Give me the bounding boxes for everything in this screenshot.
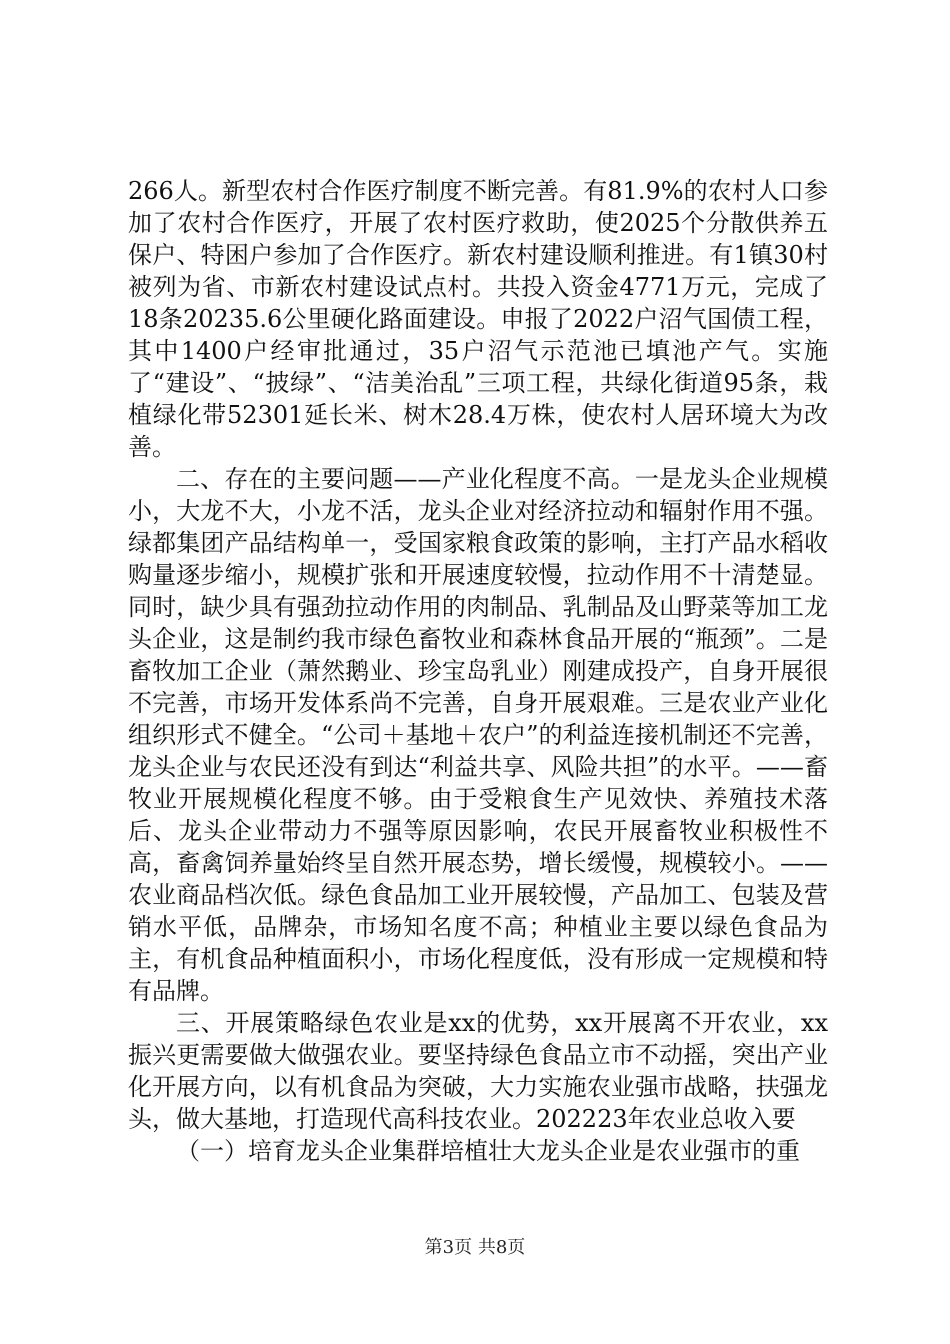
- page-number-footer: 第3页 共8页: [424, 1237, 526, 1258]
- document-body: [128, 175, 828, 1167]
- paragraph-2: 二、存在的主要问题——产业化程度不高。一是龙头企业规模小，大龙不大，小龙不活，龙头企业对经济拉动和辐射作用不强。绿都集团产品结构单一，受国家粮食政策的影响，主打产品水稻收购量逐步缩小，规模扩张和开展速度较慢，拉动作用不十清楚显。同时，缺少具有强劲拉动作用的肉制品、乳制品及山野菜等加工龙头企业，这是制约我市绿色畜牧业和森林食品开展的“瓶颈”。二是畜牧加工企业（萧然鹅业、珍宝岛乳业）刚建成投产，自身开展很不完善，市场开发体系尚不完善，自身开展艰难。三是农业产业化组织形式不健全。“公司＋基地＋农户”的利益连接机制还不完善，龙头企业与农民还没有到达“利益共享、风险共担”的水平。——畜牧业开展规模化程度不够。由于受粮食生产见效快、养殖技术落后、龙头企业带动力不强等原因影响，农民开展畜牧业积极性不高，畜禽饲养量始终呈自然开展态势，增长缓慢，规模较小。——农业商品档次低。绿色食品加工业开展较慢，产品加工、包装及营销水平低，品牌杂，市场知名度不高；种植业主要以绿色食品为主，有机食品种植面积小，市场化程度低，没有形成一定规模和特有品牌。: [128, 465, 828, 1005]
- paragraph-3: 三、开展策略绿色农业是xx的优势，xx开展离不开农业，xx振兴更需要做大做强农业。要坚持绿色食品立市不动摇，突出产业化开展方向，以有机食品为突破，大力实施农业强市战略，扶强龙头，做大基地，打造现代高科技农业。202223年农业总收入要: [128, 1009, 828, 1133]
- paragraph-4: （一）培育龙头企业集群培植壮大龙头企业是农业强市的重: [176, 1137, 800, 1165]
- paragraph-1: 266人。新型农村合作医疗制度不断完善。有81.9%的农村人口参加了农村合作医疗，开展了农村医疗救助，使2025个分散供养五保户、特困户参加了合作医疗。新农村建设顺利推进。有1镇30村被列为省、市新农村建设试点村。共投入资金4771万元，完成了18条20235.6公里硬化路面建设。申报了2022户沼气国债工程，其中1400户经审批通过，35户沼气示范池已填池产气。实施了“建设”、“披绿”、“洁美治乱”三项工程，共绿化街道95条，栽植绿化带52301延长米、树木28.4万株，使农村人居环境大为改善。: [128, 177, 828, 461]
